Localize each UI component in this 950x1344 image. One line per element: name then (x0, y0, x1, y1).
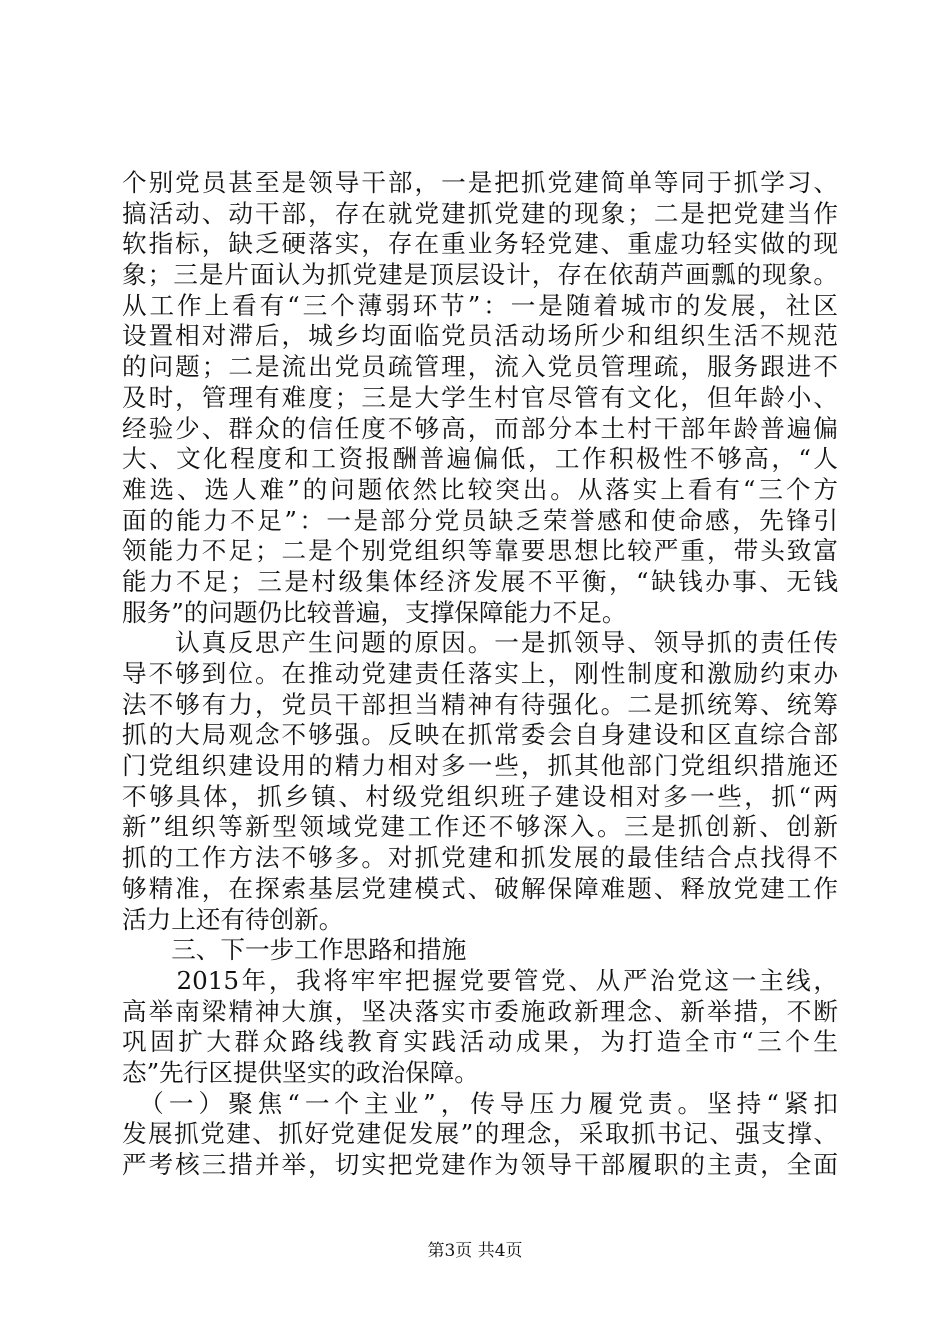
text-line: 领能力不足；二是个别党组织等靠要思想比较严重，带头致富 (122, 536, 838, 565)
text-line: （一）聚焦“一个主业”，传导压力履党责。坚持“紧扣 (122, 1089, 838, 1118)
text-line: 象；三是片面认为抓党建是顶层设计，存在依葫芦画瓢的现象。 (122, 260, 838, 289)
text-line: 门党组织建设用的精力相对多一些，抓其他部门党组织措施还 (122, 751, 838, 780)
text-line: 面的能力不足”：一是部分党员缺乏荣誉感和使命感，先锋引 (122, 506, 838, 535)
text-line: 法不够有力，党员干部担当精神有待强化。二是抓统筹、统筹 (122, 690, 838, 719)
text-line: 难选、选人难”的问题依然比较突出。从落实上看有“三个方 (122, 475, 838, 504)
text-line: 2015年，我将牢牢把握党要管党、从严治党这一主线， (122, 966, 838, 995)
text-line: 抓的工作方法不够多。对抓党建和抓发展的最佳结合点找得不 (122, 843, 838, 872)
text-line: 服务”的问题仍比较普遍，支撑保障能力不足。 (122, 598, 627, 627)
section-heading: 三、下一步工作思路和措施 (122, 935, 467, 964)
text-line: 新”组织等新型领域党建工作还不够深入。三是抓创新、创新 (122, 812, 838, 841)
page-footer: 第3页 共4页 (427, 1241, 523, 1261)
text-line: 巩固扩大群众路线教育实践活动成果，为打造全市“三个生 (122, 1027, 838, 1056)
text-line: 从工作上看有“三个薄弱环节”：一是随着城市的发展，社区 (122, 291, 838, 320)
text-line: 导不够到位。在推动党建责任落实上，刚性制度和激励约束办 (122, 659, 838, 688)
text-line: 软指标，缺乏硬落实，存在重业务轻党建、重虚功轻实做的现 (122, 229, 838, 258)
text-line: 搞活动、动干部，存在就党建抓党建的现象；二是把党建当作 (122, 199, 838, 228)
text-line: 大、文化程度和工资报酬普遍偏低，工作积极性不够高，“人 (122, 444, 838, 473)
text-line: 发展抓党建、抓好党建促发展”的理念，采取抓书记、强支撑、 (122, 1119, 838, 1148)
text-line: 能力不足；三是村级集体经济发展不平衡，“缺钱办事、无钱 (122, 567, 838, 596)
text-line: 个别党员甚至是领导干部，一是把抓党建简单等同于抓学习、 (122, 168, 838, 197)
text-line: 严考核三措并举，切实把党建作为领导干部履职的主责，全面 (122, 1150, 838, 1179)
text-line: 态”先行区提供坚实的政治保障。 (122, 1058, 479, 1087)
text-line: 的问题；二是流出党员疏管理，流入党员管理疏，服务跟进不 (122, 352, 838, 381)
text-line: 高举南梁精神大旗，坚决落实市委施政新理念、新举措，不断 (122, 997, 838, 1026)
text-line: 及时，管理有难度；三是大学生村官尽管有文化，但年龄小、 (122, 383, 838, 412)
text-line: 够精准，在探索基层党建模式、破解保障难题、释放党建工作 (122, 874, 838, 903)
text-line: 抓的大局观念不够强。反映在抓常委会自身建设和区直综合部 (122, 720, 838, 749)
text-line: 经验少、群众的信任度不够高，而部分本土村干部年龄普遍偏 (122, 414, 838, 443)
text-line: 设置相对滞后，城乡均面临党员活动场所少和组织生活不规范 (122, 321, 838, 350)
text-line: 活力上还有待创新。 (122, 905, 344, 934)
text-line: 不够具体，抓乡镇、村级党组织班子建设相对多一些，抓“两 (122, 782, 838, 811)
text-line: 认真反思产生问题的原因。一是抓领导、领导抓的责任传 (122, 628, 838, 657)
